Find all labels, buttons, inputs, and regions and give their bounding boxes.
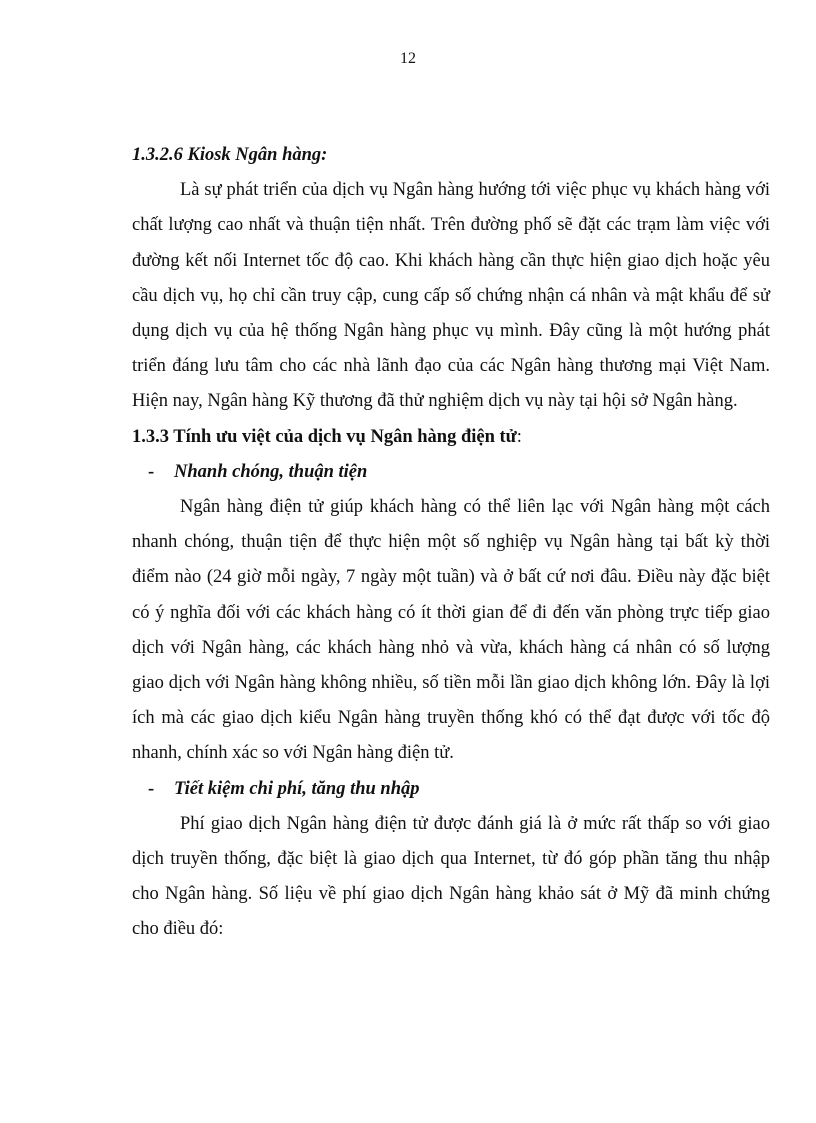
section-heading-kiosk: 1.3.2.6 Kiosk Ngân hàng: xyxy=(132,145,328,165)
page-content xyxy=(132,138,770,948)
bullet-dash: - xyxy=(148,778,155,799)
bullet-title-cost-saving: Tiết kiệm chi phí, tăng thu nhập xyxy=(174,778,420,799)
paragraph-fast-convenient: Ngân hàng điện tử giúp khách hàng có thể liên lạc với Ngân hàng một cách nhanh chóng, thuận tiện để thực hiện một số nghiệp vụ Ngân hàng tại bất kỳ thời điểm nào (24 giờ mỗi ngày, 7 ngày một tuần) và ở bất cứ nơi đâu. Điều này đặc biệt có ý nghĩa đối với các khách hàng có ít thời gian để đi đến văn phòng trực tiếp giao dịch với Ngân hàng, các khách hàng nhỏ và vừa, khách hàng cá nhân có số lượng giao dịch với Ngân hàng không nhiều, số tiền mỗi lần giao dịch không lớn. Đây là lợi ích mà các giao dịch kiểu Ngân hàng truyền thống khó có thể đạt được với tốc độ nhanh, chính xác so với Ngân hàng điện tử. xyxy=(132,497,770,764)
bullet-title-fast-convenient: Nhanh chóng, thuận tiện xyxy=(174,461,368,482)
paragraph-cost-saving: Phí giao dịch Ngân hàng điện tử được đánh giá là ở mức rất thấp so với giao dịch truyền thống, đặc biệt là giao dịch qua Internet, từ đó góp phần tăng thu nhập cho Ngân hàng. Số liệu về phí giao dịch Ngân hàng khảo sát ở Mỹ đã minh chứng cho điều đó: xyxy=(132,813,770,940)
bullet-dash: - xyxy=(148,461,155,482)
bullet-fast-convenient xyxy=(132,455,770,490)
page-number: 12 xyxy=(400,50,416,67)
section-heading-advantages-text: 1.3.3 Tính ưu việt của dịch vụ Ngân hàng điện tử xyxy=(132,426,517,447)
section-heading-advantages-colon: : xyxy=(516,426,522,447)
paragraph-kiosk: Là sự phát triển của dịch vụ Ngân hàng hướng tới việc phục vụ khách hàng với chất lượng cao nhất và thuận tiện nhất. Trên đường phố sẽ đặt các trạm làm việc với đường kết nối Internet tốc độ cao. Khi khách hàng cần thực hiện giao dịch hoặc yêu cầu dịch vụ, họ chỉ cần truy cập, cung cấp số chứng nhận cá nhân và mật khẩu để sử dụng dịch vụ của hệ thống Ngân hàng phục vụ mình. Đây cũng là một hướng phát triển đáng lưu tâm cho các nhà lãnh đạo của các Ngân hàng thương mại Việt Nam. Hiện nay, Ngân hàng Kỹ thương đã thử nghiệm dịch vụ này tại hội sở Ngân hàng. xyxy=(132,180,770,412)
section-heading-advantages xyxy=(132,420,770,455)
bullet-cost-saving xyxy=(132,772,770,807)
